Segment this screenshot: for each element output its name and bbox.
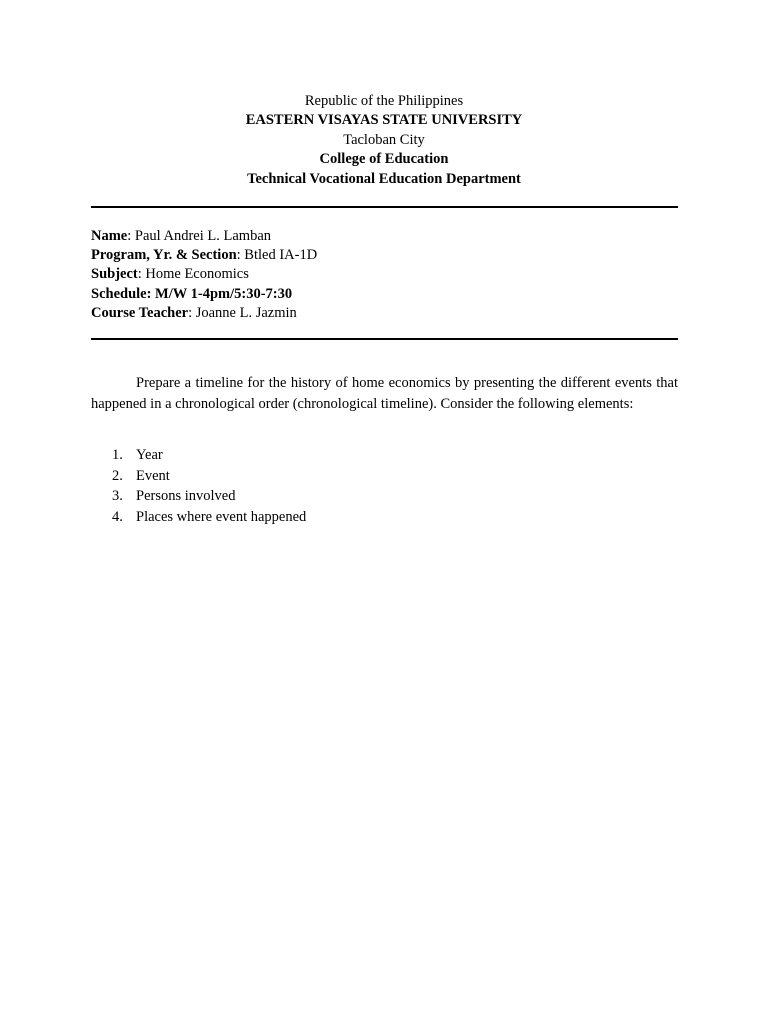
top-divider — [91, 206, 678, 208]
list-item-text: Year — [136, 447, 163, 463]
subject-value: : Home Economics — [137, 266, 249, 283]
schedule-row — [91, 285, 317, 304]
bottom-divider — [91, 338, 678, 340]
list-item — [91, 445, 306, 466]
student-info — [91, 227, 317, 323]
list-item-text: Event — [136, 467, 170, 484]
teacher-value: : Joanne L. Jazmin — [188, 304, 297, 321]
instructions-paragraph: Prepare a timeline for the history of home economics by presenting the different events that happened in a chronological order (chronological timeline). Consider the following elements: — [91, 375, 678, 412]
department-name: Technical Vocational Education Department — [247, 170, 521, 187]
teacher-label: Course Teacher — [91, 304, 189, 321]
name-value: : Paul Andrei L. Lamban — [127, 228, 272, 244]
program-row — [91, 246, 317, 265]
university-name: EASTERN VISAYAS STATE UNIVERSITY — [245, 112, 523, 129]
list-item-text: Places where event happened — [136, 508, 307, 525]
list-item — [91, 466, 306, 487]
name-row — [91, 227, 317, 246]
city-line: Tacloban City — [343, 131, 425, 148]
subject-label: Subject — [91, 266, 138, 283]
program-label: Program, Yr. & Section — [91, 247, 237, 264]
list-item-number: 2. — [112, 467, 123, 484]
schedule-label: Schedule: M/W 1-4pm/5:30-7:30 — [91, 285, 293, 302]
college-name: College of Education — [319, 151, 449, 168]
list-item-number: 1. — [112, 447, 123, 463]
name-label: Name — [91, 228, 128, 244]
list-item-number: 4. — [112, 508, 123, 525]
elements-list — [91, 445, 306, 527]
list-item-number: 3. — [112, 488, 123, 504]
document-header — [0, 92, 768, 189]
list-item — [91, 507, 306, 528]
program-value: : Btled IA-1D — [236, 247, 318, 264]
list-item — [91, 486, 306, 507]
teacher-row — [91, 304, 317, 323]
subject-row — [91, 265, 317, 284]
list-item-text: Persons involved — [136, 488, 236, 504]
republic-line: Republic of the Philippines — [304, 93, 464, 109]
